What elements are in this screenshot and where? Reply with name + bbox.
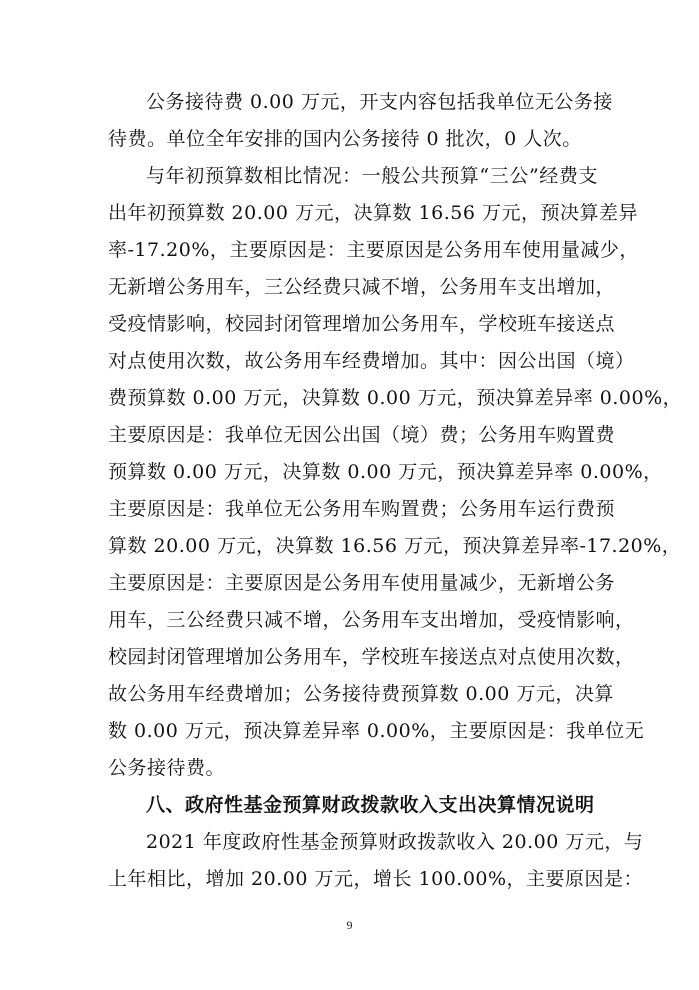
paragraph-line: 费预算数 0.00 万元，决算数 0.00 万元，预决算差异率 0.00%， bbox=[108, 387, 683, 409]
paragraph-line: 公务接待费 0.00 万元，开支内容包括我单位无公务接 bbox=[146, 91, 613, 113]
paragraph-line: 预算数 0.00 万元，决算数 0.00 万元，预决算差异率 0.00%， bbox=[108, 461, 663, 483]
paragraph-line: 与年初预算数相比情况：一般公共预算“三公”经费支 bbox=[146, 165, 598, 187]
paragraph-line: 算数 20.00 万元，决算数 16.56 万元，预决算差异率-17.20%， bbox=[108, 535, 682, 557]
paragraph-line: 主要原因是：我单位无因公出国（境）费；公务用车购置费 bbox=[108, 424, 616, 446]
paragraph-line: 公务接待费。 bbox=[108, 757, 226, 779]
paragraph-line: 故公务用车经费增加；公务接待费预算数 0.00 万元，决算 bbox=[108, 683, 614, 705]
paragraph-line: 2021 年度政府性基金预算财政拨款收入 20.00 万元，与 bbox=[146, 831, 644, 853]
paragraph-line: 用车，三公经费只减不增，公务用车支出增加，受疫情影响， bbox=[108, 609, 635, 631]
paragraph-line: 率-17.20%，主要原因是：主要原因是公务用车使用量减少， bbox=[108, 239, 639, 261]
page-number: 9 bbox=[346, 918, 353, 932]
paragraph-line: 校园封闭管理增加公务用车，学校班车接送点对点使用次数， bbox=[108, 646, 635, 668]
paragraph-line: 无新增公务用车，三公经费只减不增，公务用车支出增加， bbox=[108, 276, 616, 298]
paragraph-line: 数 0.00 万元，预决算差异率 0.00%，主要原因是：我单位无 bbox=[108, 720, 645, 742]
paragraph-line: 待费。单位全年安排的国内公务接待 0 批次，0 人次。 bbox=[108, 128, 582, 150]
paragraph-line: 主要原因是：我单位无公务用车购置费；公务用车运行费预 bbox=[108, 498, 616, 520]
paragraph-line: 对点使用次数，故公务用车经费增加。其中：因公出国（境） bbox=[108, 350, 635, 372]
paragraph-line: 上年相比，增加 20.00 万元，增长 100.00%，主要原因是： bbox=[108, 868, 644, 890]
paragraph-line: 受疫情影响，校园封闭管理增加公务用车，学校班车接送点 bbox=[108, 313, 616, 335]
section-heading: 八、政府性基金预算财政拨款收入支出决算情况说明 bbox=[146, 794, 595, 816]
paragraph-line: 出年初预算数 20.00 万元，决算数 16.56 万元，预决算差异 bbox=[108, 202, 638, 224]
paragraph-line: 主要原因是：主要原因是公务用车使用量减少，无新增公务 bbox=[108, 572, 616, 594]
